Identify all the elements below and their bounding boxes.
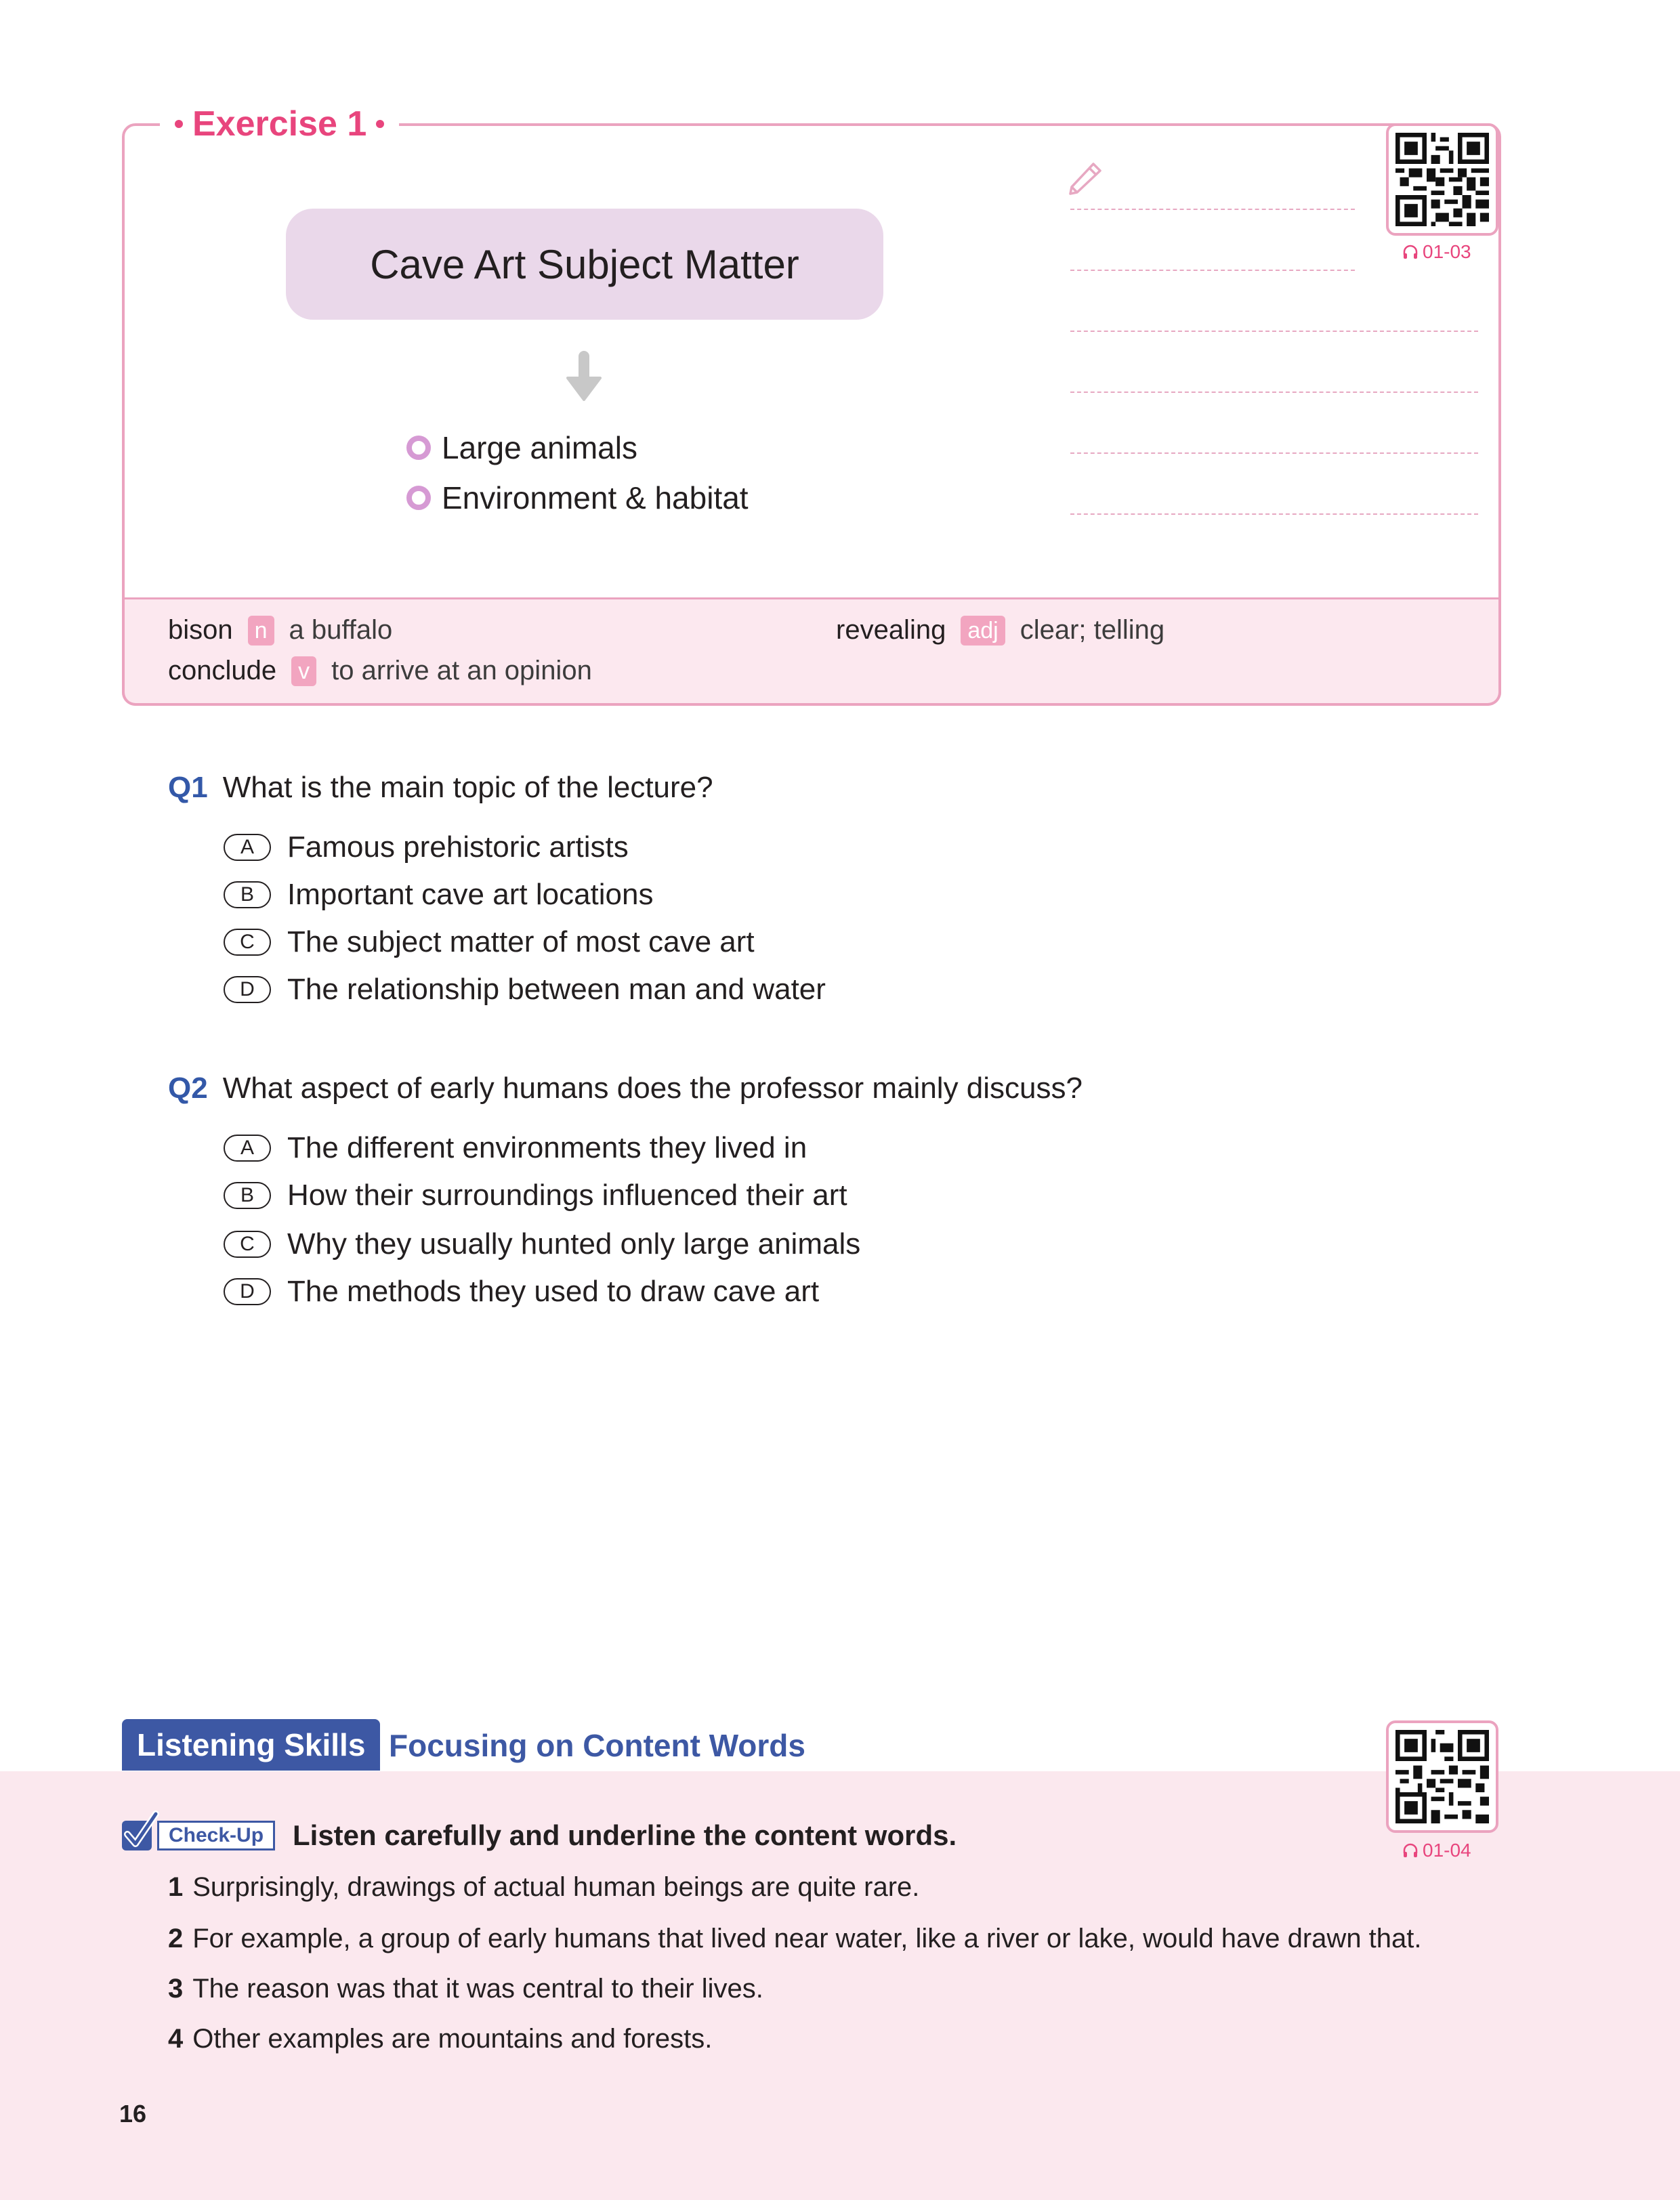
option-text: Why they usually hunted only large animals: [287, 1227, 861, 1261]
option-text: Important cave art locations: [287, 878, 654, 911]
topic-bullet: [406, 429, 637, 466]
sentence-text[interactable]: Other examples are mountains and forests.: [192, 2024, 713, 2054]
track-code: 01-03: [1423, 241, 1471, 262]
vocabulary-band: [122, 597, 1501, 706]
checkup-badge: Check-Up: [157, 1821, 275, 1850]
answer-option[interactable]: [224, 1275, 819, 1309]
pencil-icon: [1068, 158, 1104, 196]
bullet-ring-icon: [406, 436, 431, 460]
answer-option[interactable]: [224, 925, 755, 959]
note-line[interactable]: [1070, 331, 1478, 332]
arrow-down-icon: [566, 351, 602, 404]
option-text: The relationship between man and water: [287, 973, 826, 1006]
listening-skills-badge: Listening Skills: [122, 1719, 380, 1771]
qr-code-icon: [1395, 133, 1489, 226]
vocab-entry: [168, 656, 592, 686]
vocab-entry: [836, 615, 1164, 646]
bullet-text: Large animals: [442, 430, 637, 465]
checkup-instruction: Listen carefully and underline the content words.: [293, 1819, 957, 1851]
option-text: How their surroundings influenced their art: [287, 1179, 847, 1212]
vocab-definition: a buffalo: [289, 615, 393, 645]
sentence-number: 2: [168, 1924, 184, 1953]
page-number: 16: [119, 2100, 147, 2128]
option-letter[interactable]: A: [224, 1135, 271, 1162]
answer-option[interactable]: [224, 1227, 860, 1261]
vocab-word: revealing: [836, 615, 946, 645]
sentence-text[interactable]: For example, a group of early humans that lived near water, like a river or lake, would have drawn that.: [192, 1924, 1422, 1953]
headphones-icon: [1402, 1842, 1419, 1859]
answer-option[interactable]: [224, 1179, 847, 1212]
bullet-ring-icon: [406, 486, 431, 510]
option-letter[interactable]: D: [224, 976, 271, 1003]
exercise-title: Exercise 1: [192, 104, 367, 144]
practice-sentence[interactable]: [168, 1974, 763, 2004]
dot-icon: [376, 120, 384, 128]
qr-code[interactable]: [1386, 1720, 1498, 1833]
practice-sentence[interactable]: [168, 1872, 919, 1903]
sentence-number: 4: [168, 2024, 184, 2054]
topic-box: Cave Art Subject Matter: [286, 209, 883, 320]
bullet-text: Environment & habitat: [442, 480, 749, 515]
listening-skills-title: Focusing on Content Words: [389, 1728, 805, 1763]
vocab-entry: [168, 615, 392, 646]
answer-option[interactable]: [224, 878, 653, 912]
vocab-definition: clear; telling: [1020, 615, 1165, 645]
part-of-speech-tag: n: [248, 616, 274, 646]
option-text: Famous prehistoric artists: [287, 830, 629, 864]
audio-track[interactable]: [1402, 241, 1471, 263]
answer-option[interactable]: [224, 1131, 807, 1165]
exercise-header: [160, 102, 399, 146]
dot-icon: [175, 120, 183, 128]
note-line[interactable]: [1070, 209, 1355, 210]
option-letter[interactable]: C: [224, 929, 271, 956]
vocab-word: conclude: [168, 656, 277, 685]
note-line[interactable]: [1070, 452, 1478, 454]
sentence-text[interactable]: The reason was that it was central to their lives.: [192, 1974, 763, 2004]
note-line[interactable]: [1070, 270, 1355, 271]
audio-track[interactable]: [1402, 1840, 1471, 1861]
practice-sentence[interactable]: [168, 2024, 712, 2054]
track-code: 01-04: [1423, 1840, 1471, 1861]
option-letter[interactable]: C: [224, 1231, 271, 1258]
option-text: The methods they used to draw cave art: [287, 1275, 820, 1308]
practice-sentence[interactable]: [168, 1924, 1422, 1954]
sentence-number: 3: [168, 1974, 184, 2004]
question-number: Q1: [168, 771, 208, 804]
question-text: What aspect of early humans does the professor mainly discuss?: [222, 1072, 1083, 1105]
vocab-word: bison: [168, 615, 233, 645]
sentence-text[interactable]: Surprisingly, drawings of actual human beings are quite rare.: [192, 1872, 920, 1902]
qr-code-icon: [1395, 1730, 1489, 1823]
option-letter[interactable]: B: [224, 881, 271, 908]
sentence-number: 1: [168, 1872, 184, 1902]
vocab-definition: to arrive at an opinion: [331, 656, 592, 685]
option-text: The subject matter of most cave art: [287, 925, 755, 958]
question-text: What is the main topic of the lecture?: [222, 771, 713, 804]
option-text: The different environments they lived in: [287, 1131, 807, 1164]
qr-code[interactable]: [1386, 123, 1498, 236]
question-number: Q2: [168, 1072, 208, 1105]
note-line[interactable]: [1070, 513, 1478, 515]
part-of-speech-tag: adj: [961, 616, 1005, 646]
option-letter[interactable]: D: [224, 1278, 271, 1305]
answer-option[interactable]: [224, 973, 826, 1007]
topic-bullet: [406, 480, 749, 516]
question-q2: [168, 1072, 1083, 1105]
question-q1: [168, 771, 713, 805]
answer-option[interactable]: [224, 830, 629, 864]
option-letter[interactable]: B: [224, 1182, 271, 1209]
checkmark-icon: [119, 1810, 160, 1853]
note-line[interactable]: [1070, 392, 1478, 393]
headphones-icon: [1402, 244, 1419, 260]
part-of-speech-tag: v: [291, 656, 316, 686]
option-letter[interactable]: A: [224, 834, 271, 861]
